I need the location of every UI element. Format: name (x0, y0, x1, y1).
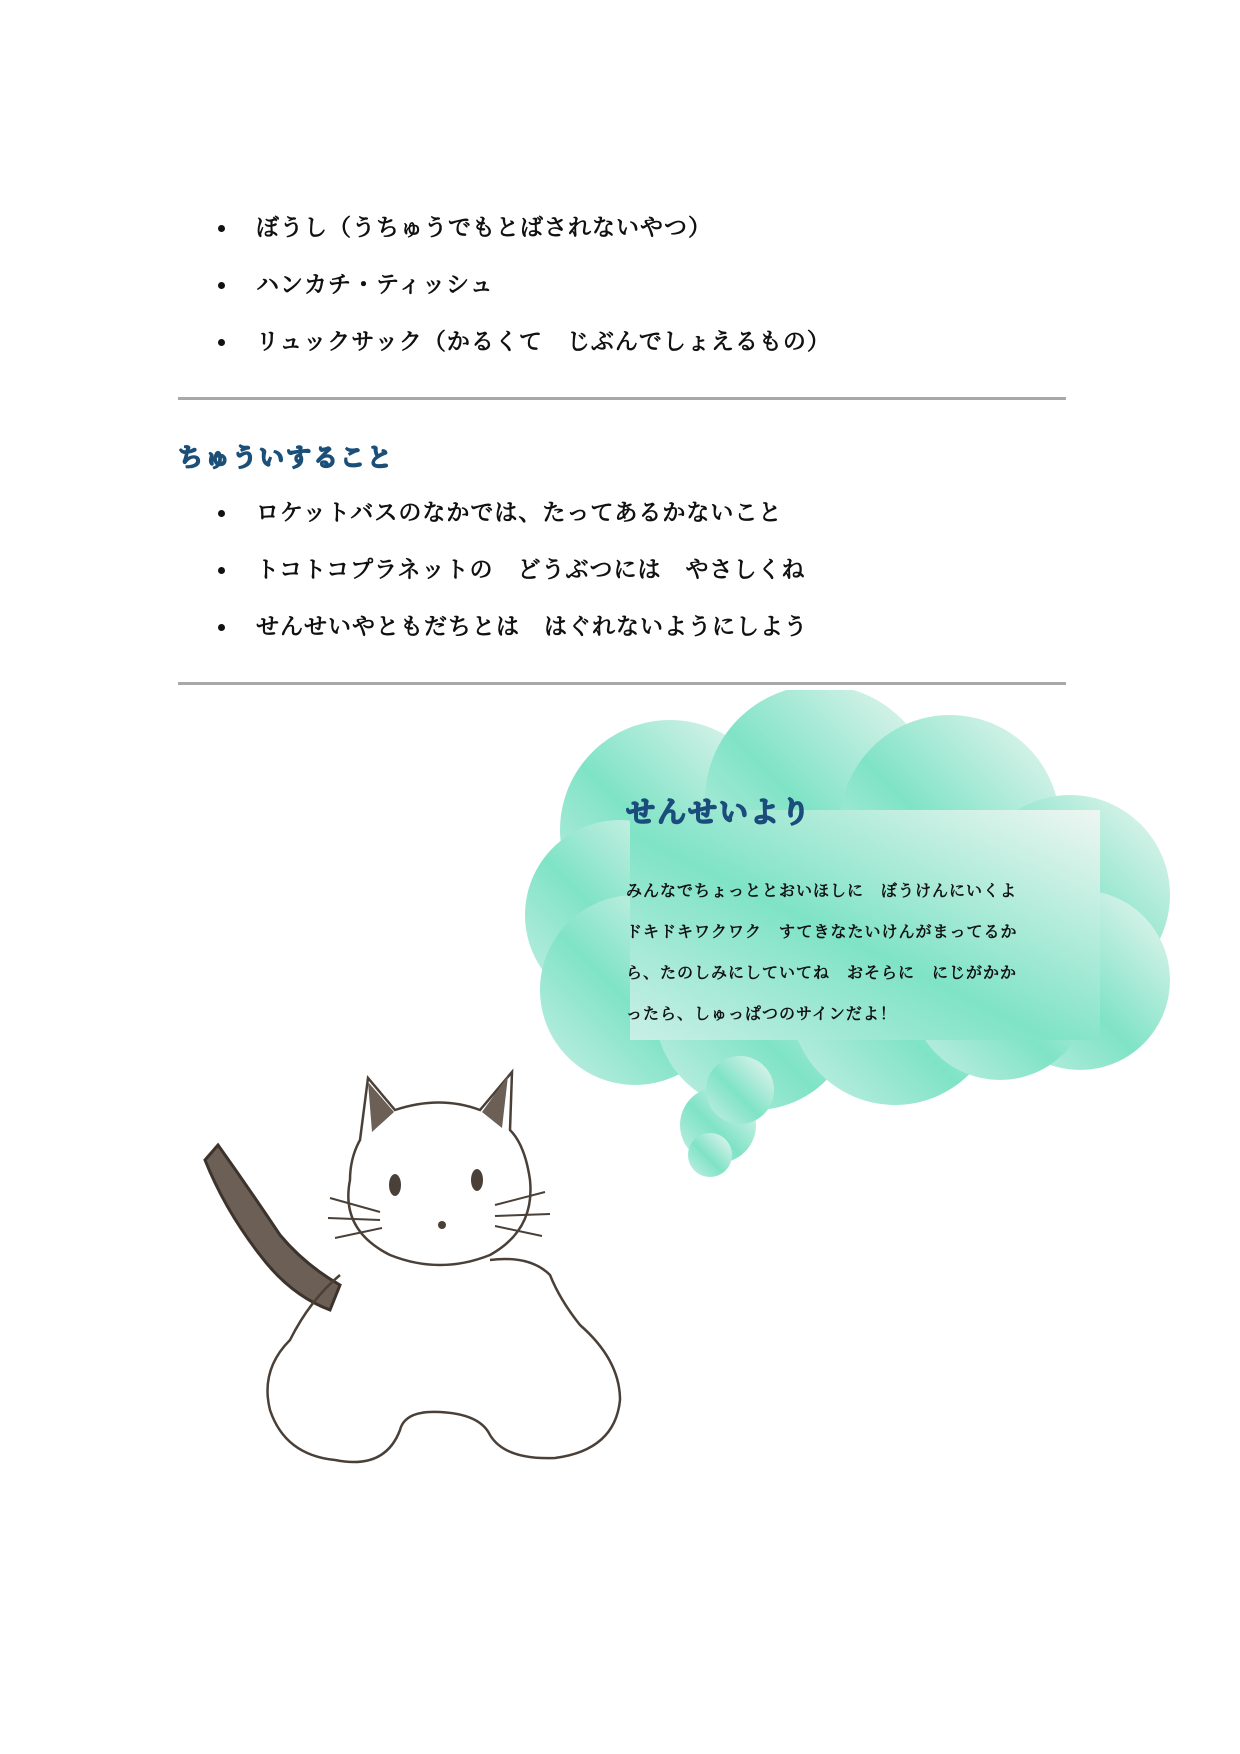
message-title: せんせいより (626, 795, 813, 829)
message-line: ら、たのしみにしていてね おそらに にじがかか (626, 963, 1018, 982)
divider (178, 682, 1066, 685)
bullet-icon (218, 282, 225, 289)
list-item-text: ぼうし（うちゅうでもとばされないやつ） (256, 215, 712, 241)
cat-eye-right (471, 1169, 483, 1191)
list-item (200, 550, 808, 607)
belongings-list (200, 208, 831, 379)
caution-list (200, 493, 808, 664)
bullet-icon (218, 510, 225, 517)
list-item-text: せんせいやともだちとは はぐれないようにしよう (256, 614, 808, 640)
bullet-icon (218, 567, 225, 574)
list-item-text: リュックサック（かるくて じぶんでしょえるもの） (256, 329, 831, 355)
list-item (200, 607, 808, 664)
bullet-icon (218, 225, 225, 232)
list-item-text: ハンカチ・ティッシュ (256, 272, 494, 298)
list-item (200, 322, 831, 379)
list-item (200, 265, 831, 322)
list-item-text: トコトコプラネットの どうぶつには やさしくね (256, 557, 806, 583)
list-item-text: ロケットバスのなかでは、たってあるかないこと (256, 500, 783, 526)
caution-heading: ちゅういすること (178, 443, 395, 472)
bullet-icon (218, 624, 225, 631)
cat-tail (205, 1145, 340, 1310)
list-item (200, 493, 808, 550)
cat-eye-left (389, 1174, 401, 1196)
message-line: ったら、しゅっぱつのサインだよ！ (626, 1004, 897, 1023)
bullet-icon (218, 339, 225, 346)
divider (178, 397, 1066, 400)
message-body (626, 870, 1066, 1034)
cat-nose (438, 1221, 446, 1229)
cat-illustration (190, 1040, 750, 1520)
list-item (200, 208, 831, 265)
message-line: ドキドキワクワク すてきなたいけんがまってるか (626, 922, 1018, 941)
message-line: みんなでちょっととおいほしに ぼうけんにいくよ (626, 881, 1018, 900)
